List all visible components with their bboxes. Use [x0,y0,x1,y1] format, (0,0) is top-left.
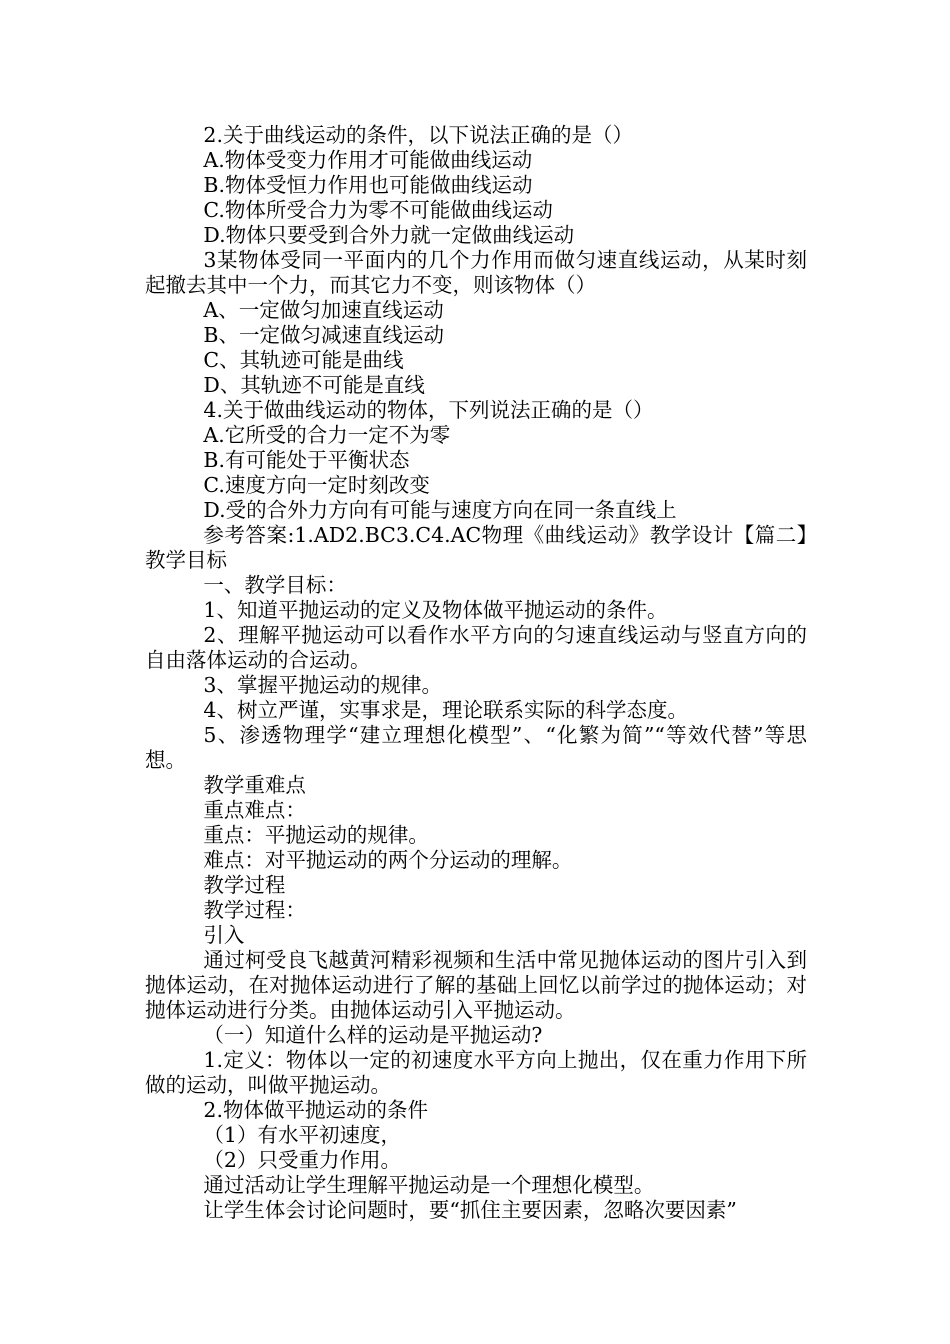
question-2-option-d: D.物体只要受到合外力就一定做曲线运动 [203,223,575,247]
activity-paragraph: 通过活动让学生理解平抛运动是一个理想化模型。 [203,1173,655,1197]
teaching-process-subheading: 教学过程： [203,898,306,922]
question-3-stem: 3某物体受同一平面内的几个力作用而做匀速直线运动，从某时刻起撤去其中一个力，而其它力不变，则该物体（） [145,248,807,297]
goal-item-5: 5、渗透物理学“建立理想化模型”、“化繁为简”“等效代替”等思想。 [145,723,807,772]
difficulty-point: 难点：对平抛运动的两个分运动的理解。 [203,848,573,872]
question-4-option-b: B.有可能处于平衡状态 [203,448,410,472]
question-4-option-a: A.它所受的合力一定不为零 [203,423,451,447]
condition-1: （1）有水平初速度， [203,1123,401,1147]
question-4-option-c: C.速度方向一定时刻改变 [203,473,430,497]
teaching-process-heading: 教学过程 [203,873,286,897]
question-3-option-b: B、一定做匀减速直线运动 [203,323,444,347]
key-difficulties-heading: 教学重难点 [203,773,306,797]
section-1-heading: （一）知道什么样的运动是平抛运动? [203,1023,543,1047]
definition-paragraph: 1.定义：物体以一定的初速度水平方向上抛出，仅在重力作用下所做的运动，叫做平抛运动。 [145,1048,807,1097]
question-3-option-c: C、其轨迹可能是曲线 [203,348,404,372]
discussion-paragraph: 让学生体会讨论问题时，要“抓住主要因素，忽略次要因素” [203,1198,737,1222]
introduction-heading: 引入 [203,923,245,947]
goal-item-1: 1、知道平抛运动的定义及物体做平抛运动的条件。 [203,598,668,622]
document-body [145,123,807,1223]
goal-item-2: 2、理解平抛运动可以看作水平方向的匀速直线运动与竖直方向的自由落体运动的合运动。 [145,623,807,672]
question-2-option-a: A.物体受变力作用才可能做曲线运动 [203,148,533,172]
answer-key-and-section-heading: 参考答案:1.AD2.BC3.C4.AC物理《曲线运动》教学设计【篇二】教学目标 [145,523,807,572]
introduction-paragraph: 通过柯受良飞越黄河精彩视频和生活中常见抛体运动的图片引入到抛体运动，在对抛体运动进行了解的基础上回忆以前学过的抛体运动；对抛体运动进行分类。由抛体运动引入平抛运动。 [145,948,807,1022]
conditions-heading: 2.物体做平抛运动的条件 [203,1098,428,1122]
condition-2: （2）只受重力作用。 [203,1148,401,1172]
key-point: 重点：平抛运动的规律。 [203,823,429,847]
question-2-option-b: B.物体受恒力作用也可能做曲线运动 [203,173,533,197]
question-4-stem: 4.关于做曲线运动的物体，下列说法正确的是（） [203,398,654,422]
question-3-option-a: A、一定做匀加速直线运动 [203,298,444,322]
key-difficulties-subheading: 重点难点： [203,798,306,822]
goal-item-3: 3、掌握平抛运动的规律。 [203,673,442,697]
goal-item-4: 4、树立严谨，实事求是，理论联系实际的科学态度。 [203,698,688,722]
question-4-option-d: D.受的合外力方向有可能与速度方向在同一条直线上 [203,498,677,522]
question-3-option-d: D、其轨迹不可能是直线 [203,373,425,397]
question-2-stem: 2.关于曲线运动的条件，以下说法正确的是（） [203,123,633,147]
question-2-option-c: C.物体所受合力为零不可能做曲线运动 [203,198,553,222]
teaching-goals-heading: 一、教学目标： [203,573,347,597]
